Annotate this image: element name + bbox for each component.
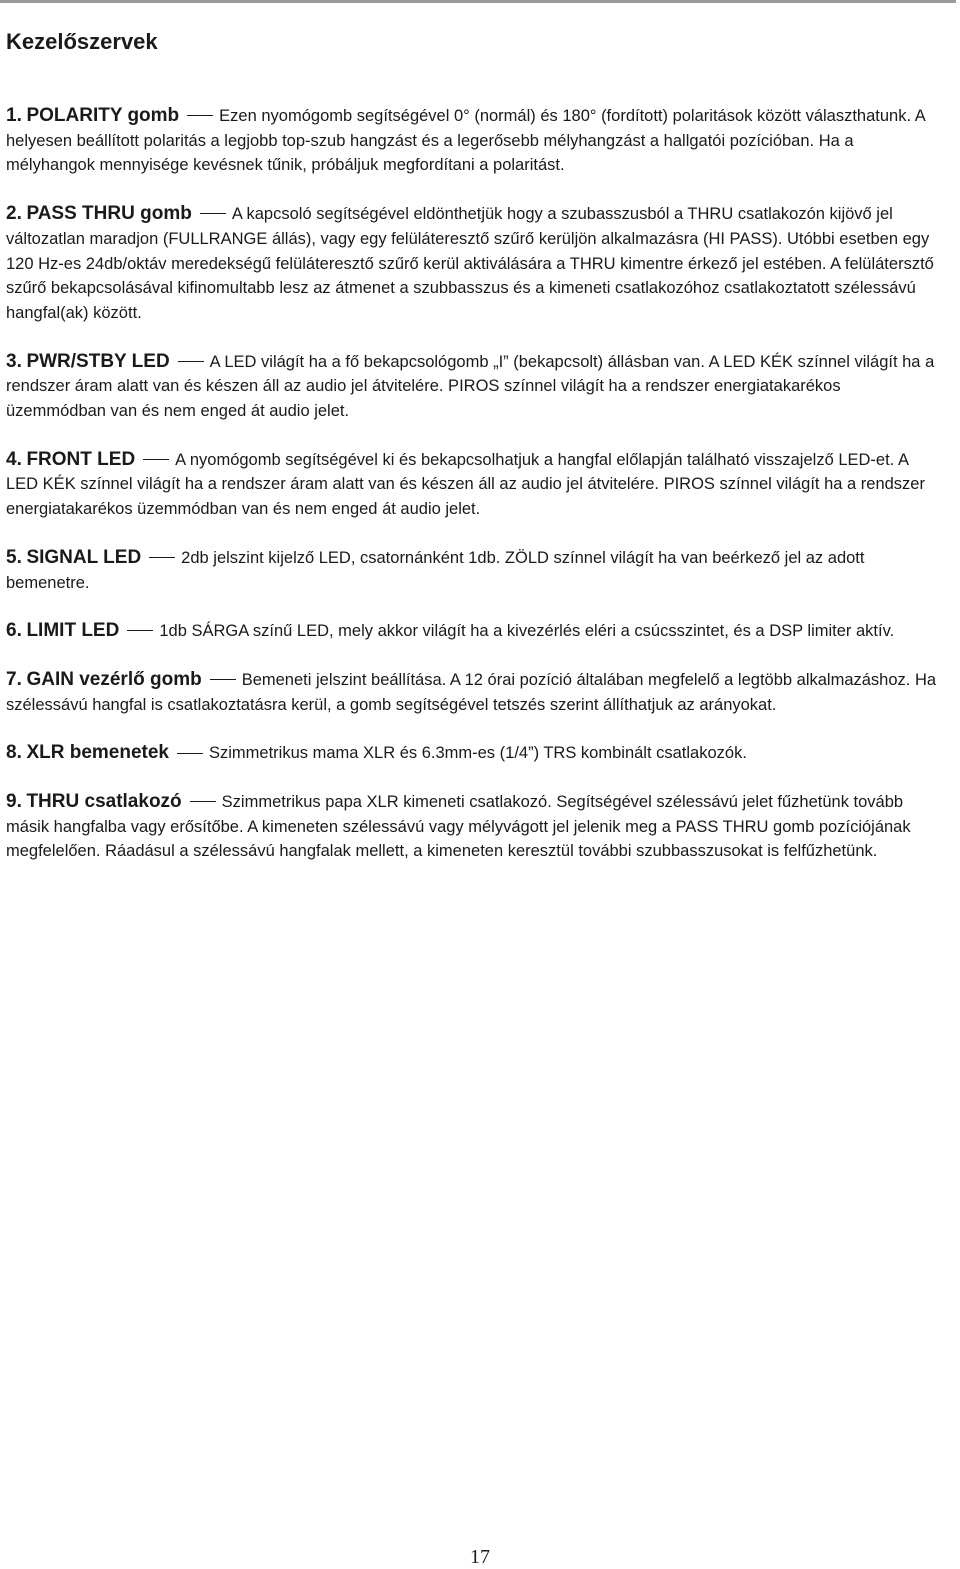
controls-list bbox=[6, 104, 941, 888]
item-description: 1db SÁRGA színű LED, mely akkor világít ha a kivezérlés eléri a csúcsszintet, és a DSP limiter aktív. bbox=[159, 622, 895, 641]
list-item bbox=[6, 448, 941, 522]
item-description: Szimmetrikus mama XLR és 6.3mm-es (1/4”) TRS kombinált csatlakozók. bbox=[209, 744, 747, 763]
item-description: Szimmetrikus papa XLR kimeneti csatlakozó. Segítségével szélessávú jelet fűzhetünk tovább másik hangfalba vagy erősítőbe. A kimeneten szélessávú vagy mélyvágott jel jelenik meg a PASS THRU gomb pozíciójának megfelelően. Ráadásul a szélessávú hangfalak mellett, a kimeneten keresztül további szubbasszusokat is felfűzhetünk. bbox=[6, 793, 911, 861]
item-description: Bemeneti jelszint beállítása. A 12 órai pozíció általában megfelelő a legtöbb alkalmazáshoz. Ha szélessávú hangfal is csatlakoztatásra kerül, a gomb segítségével tetszés szerint állíthatjuk az arányokat. bbox=[6, 670, 937, 714]
item-number: 4. bbox=[6, 448, 22, 470]
em-dash bbox=[149, 557, 175, 558]
item-number: 7. bbox=[6, 668, 22, 690]
item-number: 8. bbox=[6, 742, 22, 764]
page-number: 17 bbox=[470, 1546, 490, 1568]
list-item bbox=[6, 741, 941, 766]
list-item bbox=[6, 202, 941, 326]
page-title: Kezelőszervek bbox=[6, 29, 158, 54]
item-name: LIMIT LED bbox=[26, 620, 120, 642]
item-number: 1. bbox=[6, 105, 22, 126]
list-item bbox=[6, 668, 941, 717]
em-dash bbox=[143, 459, 169, 460]
em-dash bbox=[127, 630, 153, 631]
item-description: A nyomógomb segítségével ki és bekapcsolhatjuk a hangfal előlapján található visszajelző LED-et. A LED KÉK színnel világít ha a rendszer áram alatt van és készen áll az audio jel átvitelére. PIROS színnel világít ha a rendszer energiatakarékos üzemmódban van és nem enged át audio jelet. bbox=[6, 450, 925, 519]
top-rule bbox=[0, 0, 956, 3]
item-number: 5. bbox=[6, 546, 22, 568]
item-name: PWR/STBY LED bbox=[26, 350, 170, 372]
item-description: Ezen nyomógomb segítségével 0° (normál) és 180° (fordított) polaritások között választhatunk. A helyesen beállított polaritás a legjobb top-szub hangzást és a legerősebb mélyhangzást a hallgatói pozícióban. Ha a mélyhangok mennyisége kevésnek tűnik, próbáljuk megfordítani a polaritást. bbox=[6, 107, 925, 175]
item-name: GAIN vezérlő gomb bbox=[26, 668, 202, 690]
item-name: POLARITY gomb bbox=[26, 105, 180, 126]
item-name: XLR bemenetek bbox=[26, 742, 169, 764]
list-item bbox=[6, 350, 941, 424]
em-dash bbox=[190, 801, 216, 802]
em-dash bbox=[187, 115, 213, 116]
item-number: 3. bbox=[6, 350, 22, 372]
list-item bbox=[6, 619, 941, 644]
item-description: A LED világít ha a fő bekapcsológomb „I” (bekapcsolt) állásban van. A LED KÉK színnel világít ha a rendszer áram alatt van és készen áll az audio jel átvitelére. PIROS színnel világít ha a rendszer energiatakarékos üzemmódban van és nem enged át audio jelet. bbox=[6, 352, 935, 421]
list-item bbox=[6, 546, 941, 595]
item-name: SIGNAL LED bbox=[26, 546, 142, 568]
item-number: 2. bbox=[6, 203, 22, 225]
item-name: FRONT LED bbox=[26, 448, 136, 470]
em-dash bbox=[200, 213, 226, 214]
list-item bbox=[6, 790, 941, 864]
item-name: THRU csatlakozó bbox=[26, 791, 182, 813]
em-dash bbox=[177, 753, 203, 754]
em-dash bbox=[210, 679, 236, 680]
item-description: 2db jelszint kijelző LED, csatornánként 1db. ZÖLD színnel világít ha van beérkező jel az adott bemenetre. bbox=[6, 548, 865, 592]
em-dash bbox=[178, 361, 204, 362]
item-number: 6. bbox=[6, 620, 22, 642]
item-description: A kapcsoló segítségével eldönthetjük hogy a szubasszusból a THRU csatlakozón kijövő jel változatlan maradjon (FULLRANGE állás), vagy egy felüláteresztő szűrő kerüljön alkalmazásra (HI PASS). Utóbbi esetben egy 120 Hz-es 24db/oktáv meredekségű felüláteresztő szűrő kerül aktiválására a THRU kimentre érkező jel estében. A felülátersztő szűrő bekapcsolásával kifinomultabb lesz az átmenet a szubbasszus és a kimeneti csatlakozóhoz csatlakoztatott szélessávú hangfal(ak) között. bbox=[6, 205, 934, 322]
item-number: 9. bbox=[6, 791, 22, 813]
list-item bbox=[6, 104, 941, 178]
item-name: PASS THRU gomb bbox=[26, 203, 192, 225]
